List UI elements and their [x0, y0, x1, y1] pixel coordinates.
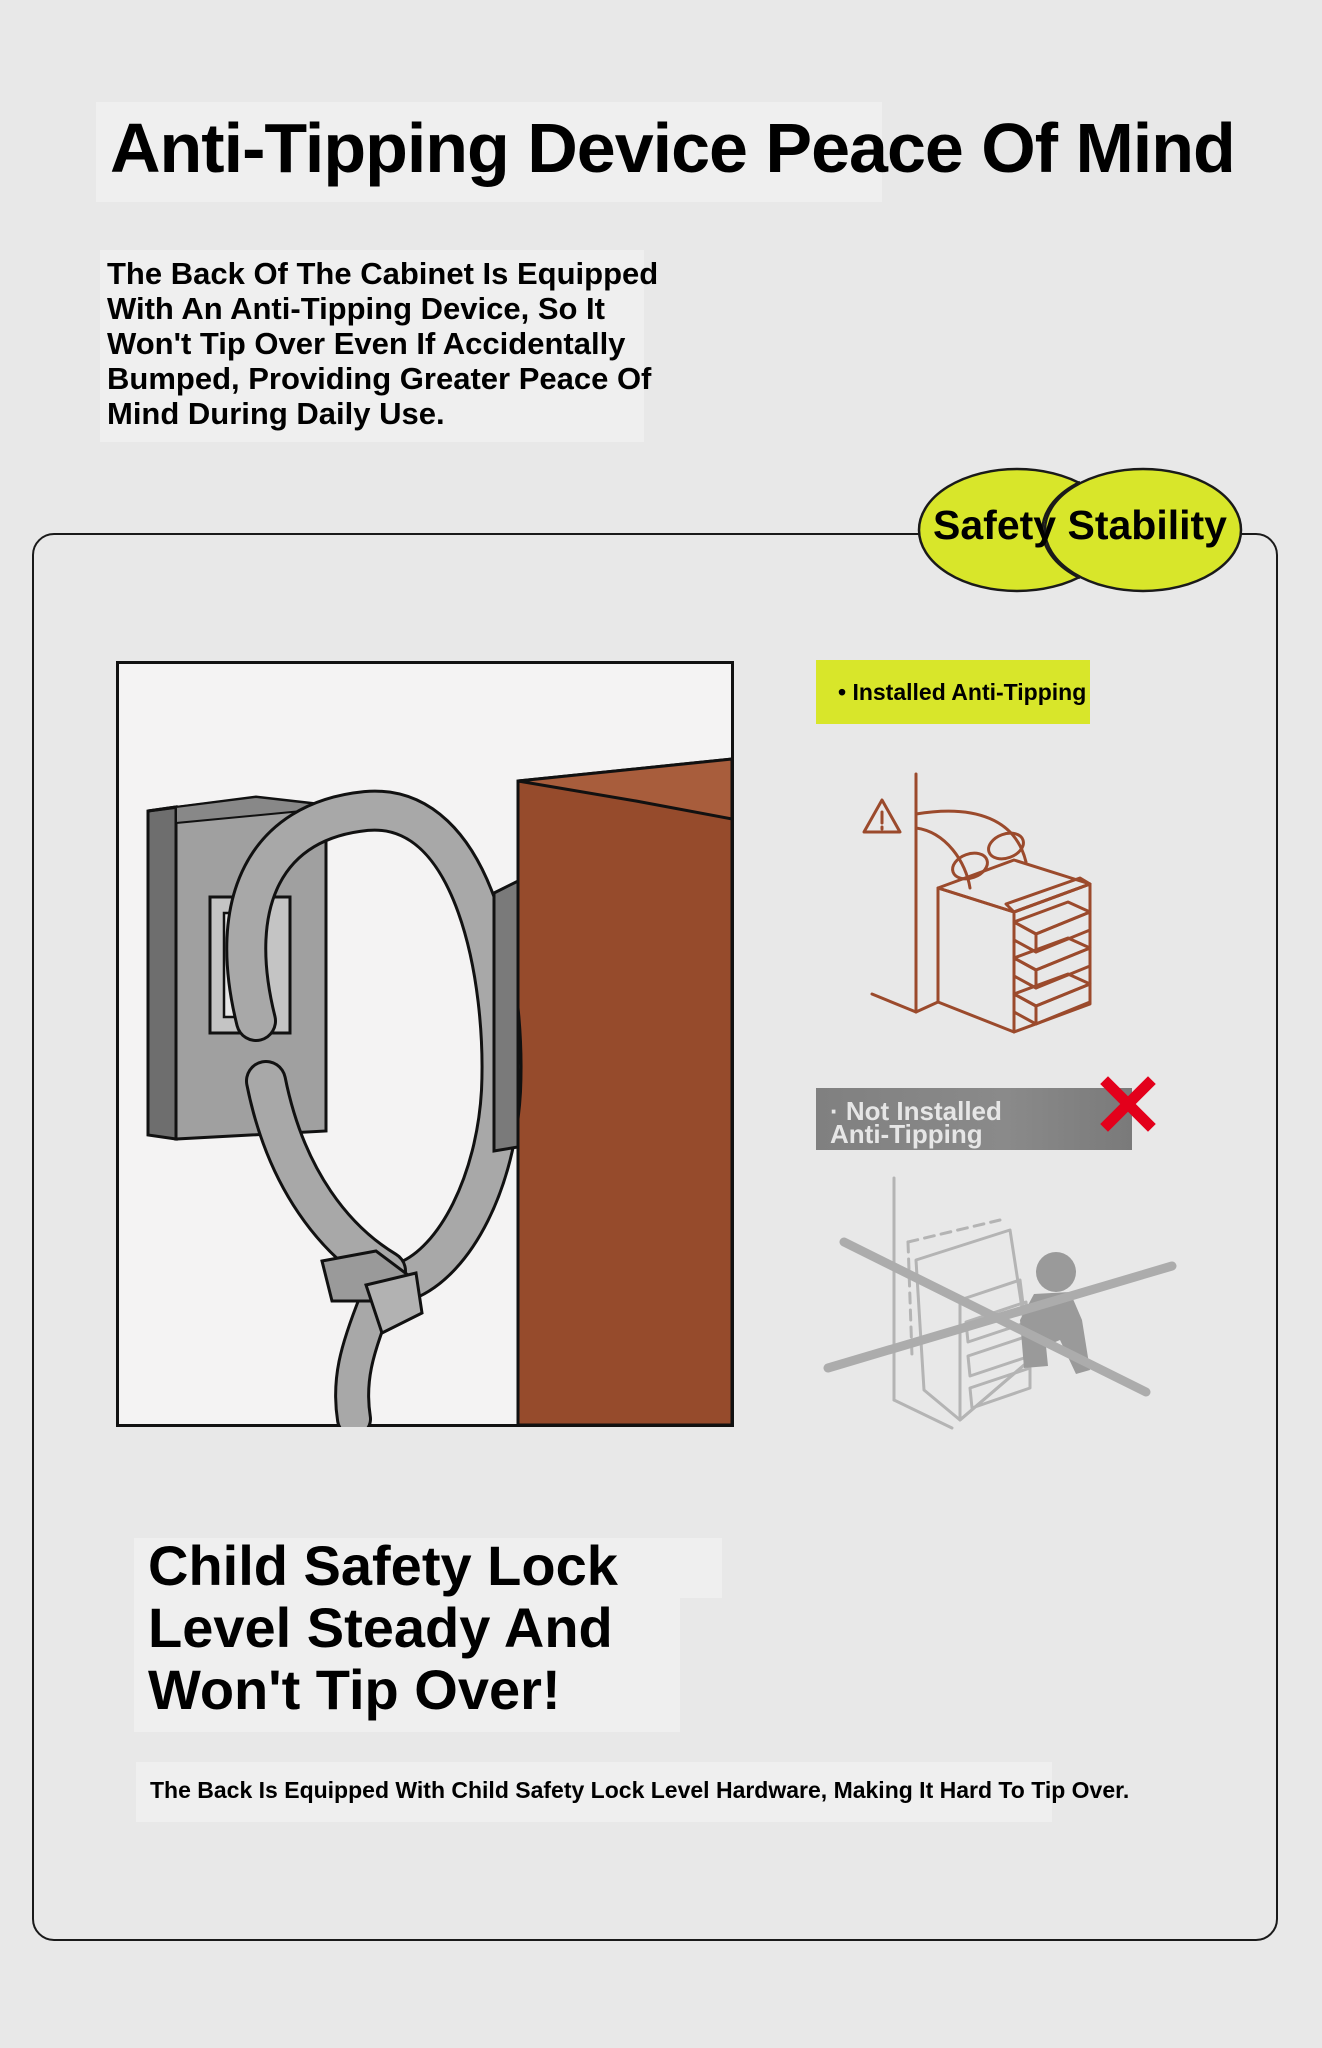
close-x-icon	[1100, 1076, 1156, 1132]
not-installed-line1: · Not Installed	[830, 1096, 1002, 1126]
not-installed-line2: Anti-Tipping	[830, 1119, 983, 1149]
intro-text: The Back Of The Cabinet Is Equipped With An Anti-Tipping Device, So It Won't Tip Over Even If Accidentally Bumped, Providing Greater Peace Of Mind During Daily Use.	[107, 256, 659, 431]
dresser-stable-illustration	[836, 770, 1136, 1040]
headline-line3: Won't Tip Over!	[148, 1658, 561, 1721]
headline-line2: Level Steady And	[148, 1596, 613, 1659]
anti-tipping-strap-illustration	[116, 661, 734, 1427]
dresser-tipping-illustration	[820, 1170, 1180, 1430]
page-title: Anti-Tipping Device Peace Of Mind	[110, 109, 1235, 187]
installed-anti-tipping-tag: • Installed Anti-Tipping	[816, 660, 1090, 724]
headline	[148, 1535, 708, 1721]
safety-stability-badge	[916, 466, 1244, 594]
headline-line1: Child Safety Lock	[148, 1534, 618, 1597]
not-installed-anti-tipping-tag	[816, 1088, 1132, 1150]
badge-label: Safety Stability	[933, 502, 1227, 548]
footnote-text: The Back Is Equipped With Child Safety Lock Level Hardware, Making It Hard To Tip Over.	[150, 1777, 1130, 1803]
